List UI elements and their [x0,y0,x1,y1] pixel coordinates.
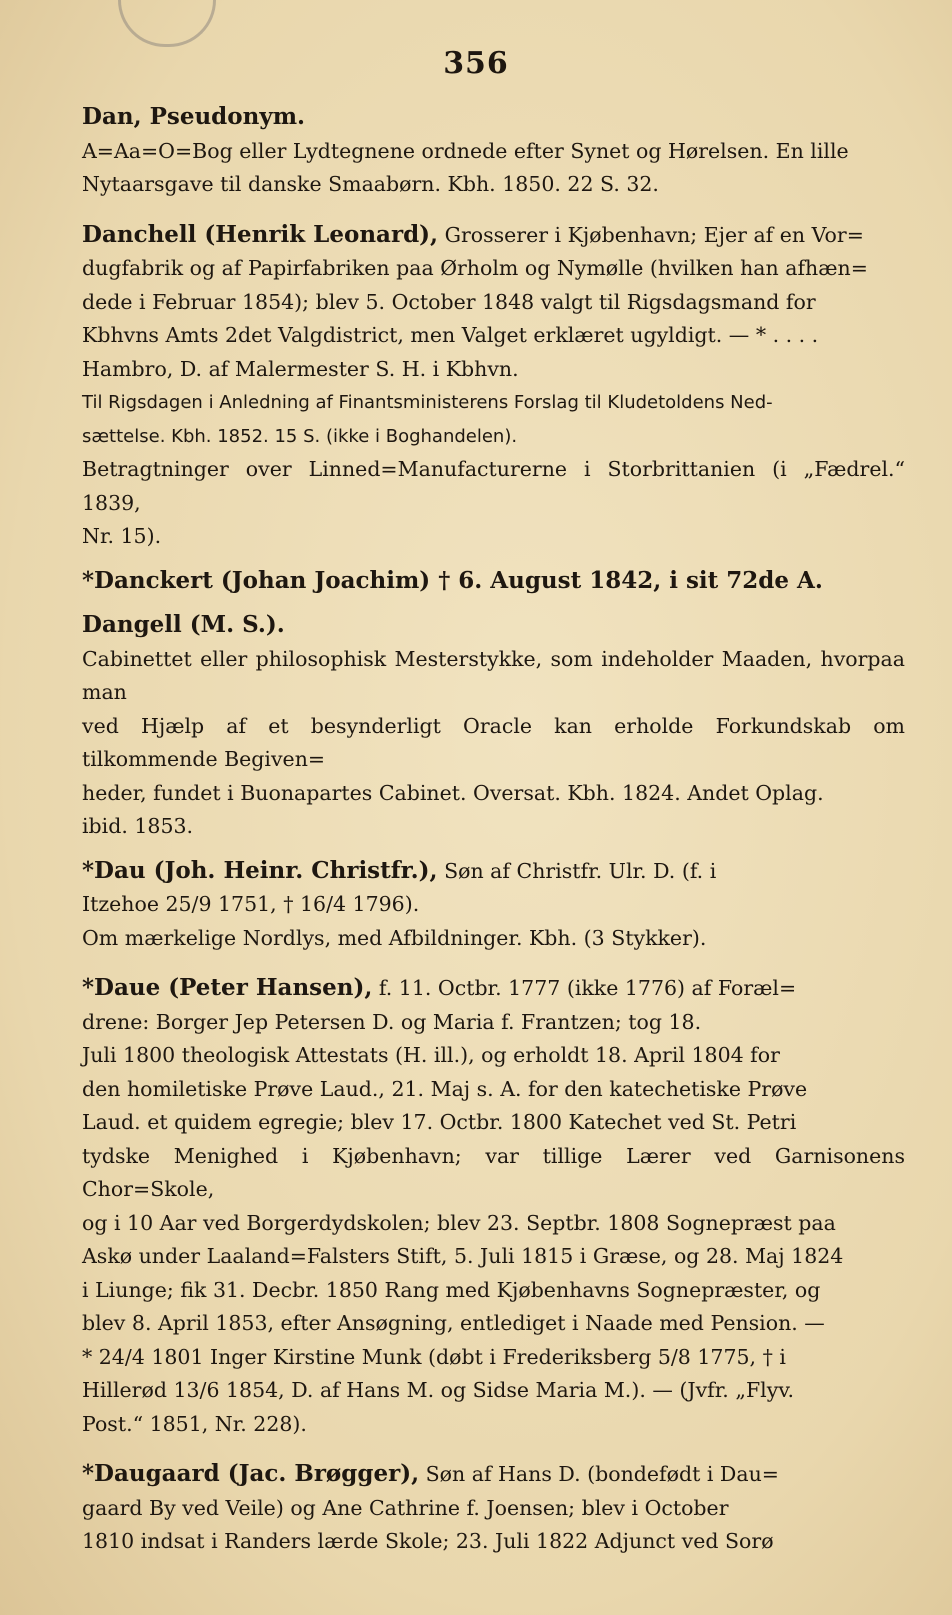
entry-line: Post.“ 1851, Nr. 228). [82,1411,307,1436]
entry-line: ibid. 1853. [82,814,194,838]
entry-dangell [82,608,905,844]
entry-line: gaard By ved Veile) og Ane Cathrine f. Joensen; blev i October [82,1495,729,1520]
entry-line: f. 11. Octbr. 1777 (ikke 1776) af Foræl= [378,976,797,1000]
entry-dan [82,100,905,202]
entry-line: dugfabrik og af Papirfabriken paa Ørholm og Nymølle (hvilken han afhæn= [82,256,868,280]
entry-dau [82,854,905,956]
entry-line: heder, fundet i Buonapartes Cabinet. Oversat. Kbh. 1824. Andet Oplag. [82,780,824,805]
page-content [82,100,905,1559]
entry-line: drene: Borger Jep Petersen D. og Maria f. Frantzen; tog 18. [82,1009,702,1034]
entry-danckert [82,564,905,599]
work-line: Betragtninger over Linned=Manufacturerne i Storbrittanien (i „Fædrel.“ 1839, [82,457,905,515]
entry-line: Itzehoe 25/9 1751, † 16/4 1796). [82,892,420,916]
entry-line: Søn af Hans D. (bondefødt i Dau= [425,1462,779,1486]
entry-heading: Dangell (M. S.). [82,611,285,638]
entry-line: Laud. et quidem egregie; blev 17. Octbr. 1800 Katechet ved St. Petri [82,1110,797,1134]
entry-line: * 24/4 1801 Inger Kirstine Munk (døbt i Frederiksberg 5/8 1775, † i [82,1344,786,1369]
entry-heading: *Dau (Joh. Heinr. Christfr.), [82,856,438,884]
entry-line: den homiletiske Prøve Laud., 21. Maj s. A. for den katechetiske Prøve [82,1076,808,1101]
entry-heading: *Danckert (Johan Joachim) † 6. August 1842, i sit 72de A. [82,566,823,594]
page-number: 356 [443,46,509,81]
entry-line: Cabinettet eller philosophisk Mesterstykke, som indeholder Maaden, hvorpaa man [82,646,905,704]
entry-daugaard [82,1457,905,1559]
entry-line: Hillerød 13/6 1854, D. af Hans M. og Sidse Maria M.). — (Jvfr. „Flyv. [82,1378,794,1402]
entry-line: ved Hjælp af et besynderligt Oracle kan erholde Forkundskab om tilkommende Begiven= [82,713,905,771]
entry-heading: *Daugaard (Jac. Brøgger), [82,1460,420,1487]
entry-line: Om mærkelige Nordlys, med Afbildninger. Kbh. (3 Stykker). [82,925,707,950]
entry-line: tydske Menighed i Kjøbenhavn; var tillige Lærer ved Garnisonens Chor=Skole, [82,1143,905,1201]
work-line: Nr. 15). [82,524,162,548]
entry-line: Juli 1800 theologisk Attestats (H. ill.), og erholdt 18. April 1804 for [82,1043,780,1067]
entry-heading: Danchell (Henrik Leonard), [82,220,439,248]
entry-line: Hambro, D. af Malermester S. H. i Kbhvn. [82,356,519,381]
entry-line: og i 10 Aar ved Borgerdydskolen; blev 23. Septbr. 1808 Sognepræst paa [82,1210,836,1235]
entry-line: 1810 indsat i Randers lærde Skole; 23. Juli 1822 Adjunct ved Sorø [82,1529,774,1553]
page-corner-mark [118,0,216,47]
entry-line: Søn af Christfr. Ulr. D. (f. i [444,858,717,883]
entry-line: A=Aa=O=Bog eller Lydtegnene ordnede efter Synet og Hørelsen. En lille [82,138,849,163]
entry-line: i Liunge; fik 31. Decbr. 1850 Rang med Kjøbenhavns Sognepræster, og [82,1277,821,1302]
entry-line: Nytaarsgave til danske Smaabørn. Kbh. 1850. 22 S. 32. [82,172,659,196]
entry-heading: Dan, Pseudonym. [82,103,306,130]
entry-heading: *Daue (Peter Hansen), [82,974,373,1001]
entry-daue [82,971,905,1441]
entry-line: blev 8. April 1853, efter Ansøgning, entlediget i Naade med Pension. — [82,1311,825,1335]
work-line: Til Rigsdagen i Anledning af Finantsministerens Forslag til Kludetoldens Ned- [82,392,773,413]
entry-line: dede i Februar 1854); blev 5. October 1848 valgt til Rigsdagsmand for [82,289,816,314]
entry-line: Grosserer i Kjøbenhavn; Ejer af en Vor= [444,222,864,247]
work-line: sættelse. Kbh. 1852. 15 S. (ikke i Boghandelen). [82,425,518,447]
entry-danchell [82,218,905,554]
entry-line: Kbhvns Amts 2det Valgdistrict, men Valget erklæret ugyldigt. — * . . . . [82,323,819,347]
entry-line: Askø under Laaland=Falsters Stift, 5. Juli 1815 i Græse, og 28. Maj 1824 [82,1244,844,1268]
